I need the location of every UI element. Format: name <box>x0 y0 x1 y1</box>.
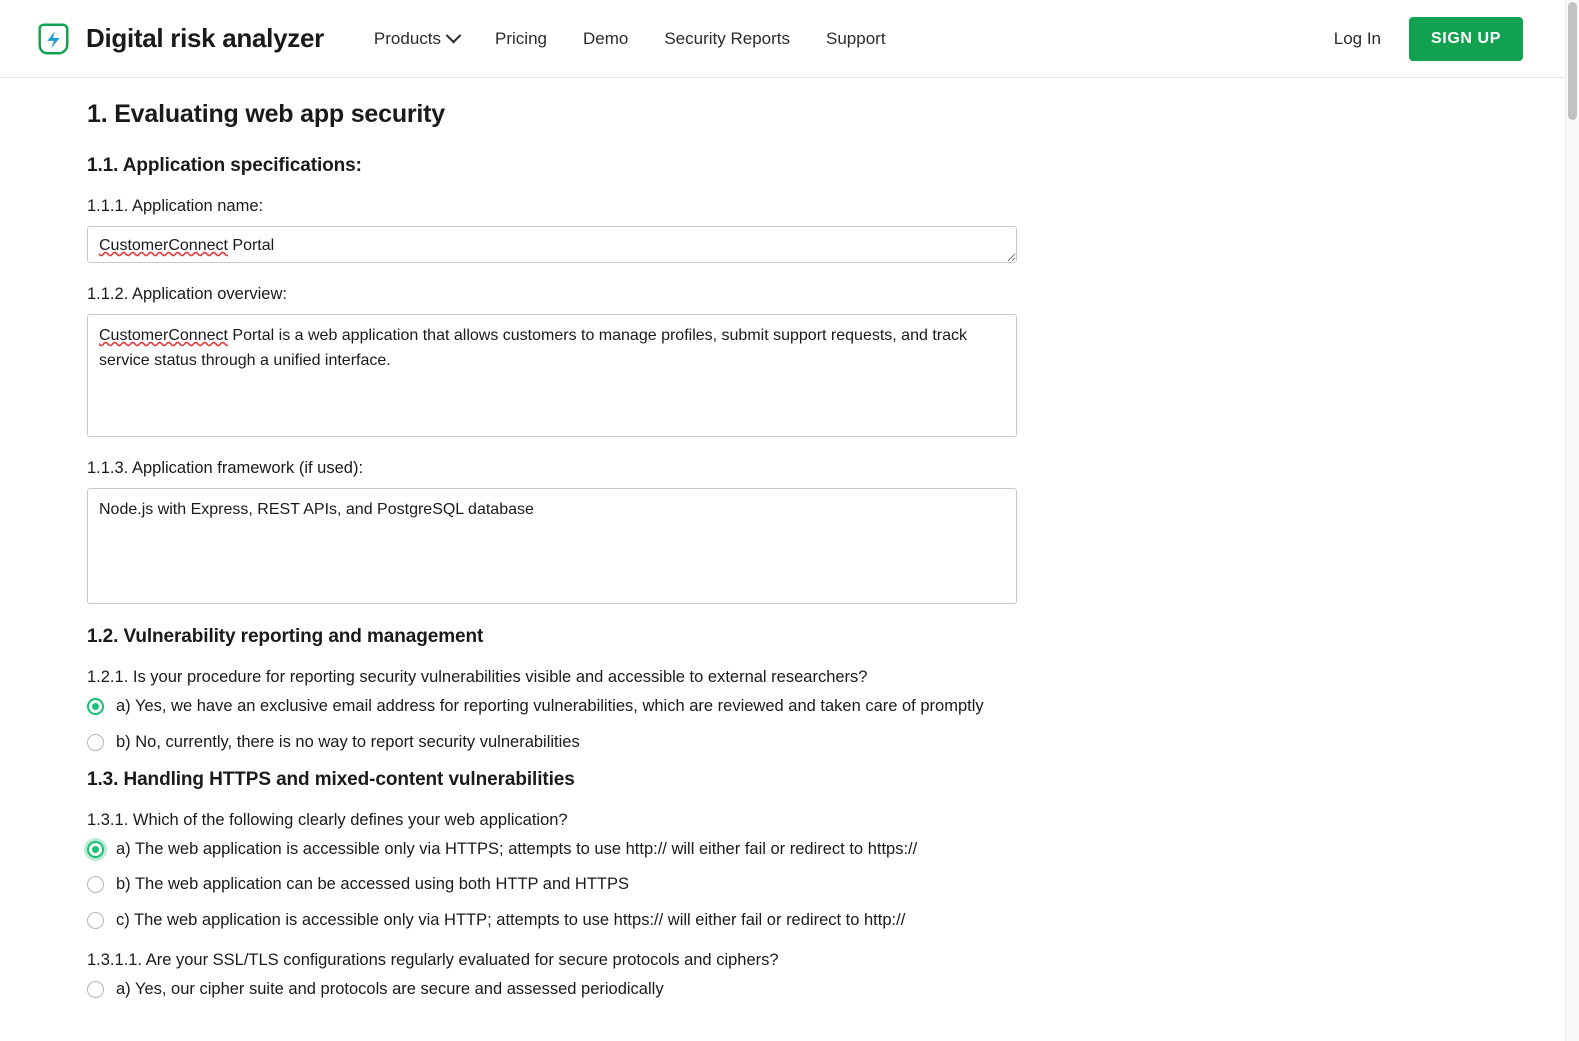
label-application-overview: 1.1.2. Application overview: <box>87 285 287 303</box>
scrollbar-thumb[interactable] <box>1568 2 1577 120</box>
application-framework-input[interactable]: Node.js with Express, REST APIs, and PostgreSQL database <box>87 488 1017 604</box>
nav-item-demo[interactable] <box>583 29 628 49</box>
application-name-value-misspelled: CustomerConnect <box>99 237 228 254</box>
label-application-name: 1.1.1. Application name: <box>87 197 264 215</box>
nav-item-pricing[interactable] <box>495 29 547 49</box>
logo-icon <box>34 20 72 58</box>
radio-icon[interactable] <box>87 981 104 998</box>
page-title: 1. Evaluating web app security <box>87 100 446 128</box>
nav-label: Support <box>826 28 886 48</box>
chevron-down-icon <box>446 28 462 44</box>
application-overview-value-misspelled: CustomerConnect <box>99 327 228 344</box>
application-name-input[interactable] <box>87 226 1017 263</box>
application-name-value-rest: Portal <box>227 237 275 254</box>
section-heading-1-2: 1.2. Vulnerability reporting and management <box>87 626 484 647</box>
label-application-framework: 1.1.3. Application framework (if used): <box>87 459 364 477</box>
option-label: b) No, currently, there is no way to report security vulnerabilities <box>116 732 580 751</box>
main-nav <box>374 29 886 49</box>
nav-label: Demo <box>582 28 629 48</box>
option-1-2-1-b[interactable] <box>87 733 1579 753</box>
page-scrollbar[interactable] <box>1565 0 1579 1041</box>
nav-item-support[interactable] <box>826 29 886 49</box>
site-header <box>0 0 1579 78</box>
option-1-2-1-a[interactable] <box>87 697 1579 717</box>
nav-label: Security Reports <box>664 28 791 48</box>
option-label: a) The web application is accessible only via HTTPS; attempts to use http:// will either fail or redirect to https:// <box>116 839 918 858</box>
login-link[interactable]: Log In <box>1333 28 1381 48</box>
brand-name: Digital risk analyzer <box>86 23 324 53</box>
radio-icon[interactable] <box>87 698 104 715</box>
question-1-2-1: 1.2.1. Is your procedure for reporting security vulnerabilities visible and accessible to external researchers? <box>87 668 868 686</box>
application-overview-input[interactable] <box>87 314 1017 437</box>
option-label: a) Yes, we have an exclusive email address for reporting vulnerabilities, which are reviewed and taken care of promptly <box>116 697 984 715</box>
option-1-3-1-1-a[interactable] <box>87 980 1579 1000</box>
nav-label: Products <box>373 28 442 48</box>
radio-icon[interactable] <box>87 841 104 858</box>
nav-item-products[interactable] <box>374 29 459 49</box>
section-heading-1-1: 1.1. Application specifications: <box>87 155 362 176</box>
question-1-3-1: 1.3.1. Which of the following clearly defines your web application? <box>87 810 568 829</box>
signup-button[interactable]: SIGN UP <box>1409 17 1523 61</box>
application-overview-value-rest: Portal is a web application that allows customers to manage profiles, submit support requests, and track service status through a unified interface. <box>99 327 967 369</box>
question-1-3-1-1: 1.3.1.1. Are your SSL/TLS configurations regularly evaluated for secure protocols and ciphers? <box>87 950 779 969</box>
questionnaire-content <box>0 78 1579 1041</box>
option-label: a) Yes, our cipher suite and protocols are secure and assessed periodically <box>116 979 664 998</box>
option-1-3-1-b[interactable] <box>87 875 1579 895</box>
radio-icon[interactable] <box>87 876 104 893</box>
nav-item-security-reports[interactable] <box>664 29 790 49</box>
section-heading-1-3: 1.3. Handling HTTPS and mixed-content vulnerabilities <box>87 768 575 790</box>
header-actions <box>1334 17 1523 61</box>
radio-icon[interactable] <box>87 912 104 929</box>
nav-label: Pricing <box>495 28 547 48</box>
option-1-3-1-c[interactable] <box>87 911 1579 931</box>
option-label: c) The web application is accessible only via HTTP; attempts to use https:// will either fail or redirect to http:// <box>116 911 906 930</box>
brand[interactable] <box>34 20 324 58</box>
option-label: b) The web application can be accessed using both HTTP and HTTPS <box>116 875 630 894</box>
option-1-3-1-a[interactable] <box>87 840 1579 860</box>
radio-icon[interactable] <box>87 734 104 751</box>
